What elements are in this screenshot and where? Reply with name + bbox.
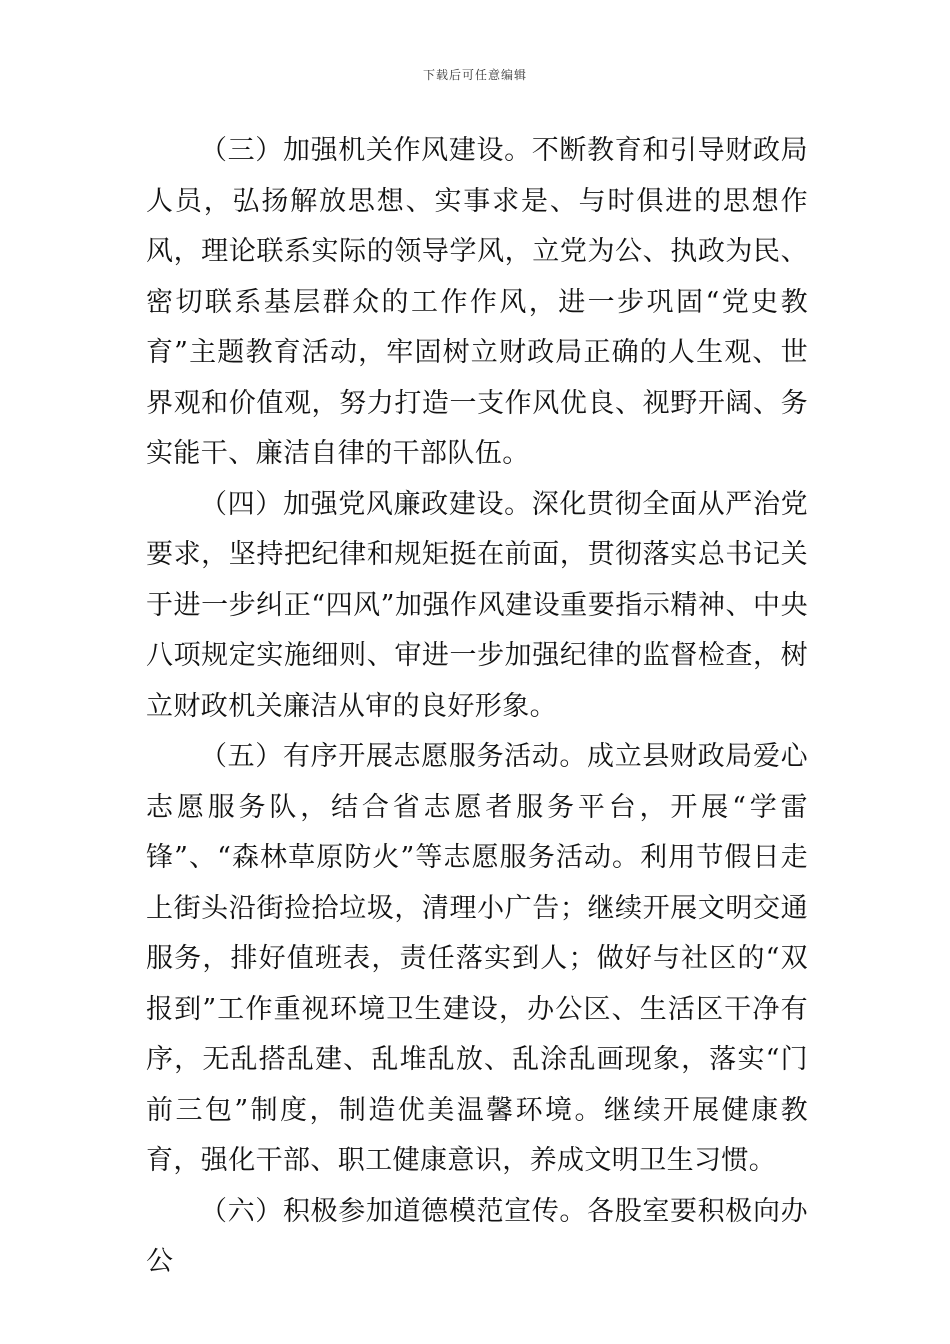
- paragraph-section-6: （六）积极参加道德模范宣传。各股室要积极向办公: [146, 1195, 808, 1277]
- paragraph-section-4: （四）加强党风廉政建设。深化贯彻全面从严治党要求，坚持把纪律和规矩挺在前面，贯彻落实总书记关于进一步纠正“四风”加强作风建设重要指示精神、中央八项规定实施细则、审进一步加强纪律的监督检查，树立财政机关廉洁从审的良好形象。: [146, 488, 808, 722]
- paragraph-section-3: （三）加强机关作风建设。不断教育和引导财政局人员，弘扬解放思想、实事求是、与时俱进的思想作风，理论联系实际的领导学风，立党为公、执政为民、密切联系基层群众的工作作风，进一步巩固“党史教育”主题教育活动，牢固树立财政局正确的人生观、世界观和价值观，努力打造一支作风优良、视野开阔、务实能干、廉洁自律的干部队伍。: [146, 135, 808, 469]
- paragraph-section-5: （五）有序开展志愿服务活动。成立县财政局爱心志愿服务队，结合省志愿者服务平台，开展“学雷锋”、“森林草原防火”等志愿服务活动。利用节假日走上街头沿街捡拾垃圾，清理小广告；继续开展文明交通服务，排好值班表，责任落实到人；做好与社区的“双报到”工作重视环境卫生建设，办公区、生活区干净有序，无乱搭乱建、乱堆乱放、乱涂乱画现象，落实“门前三包”制度，制造优美温馨环境。继续开展健康教育，强化干部、职工健康意识，养成文明卫生习惯。: [146, 741, 808, 1176]
- page-header: 下载后可任意编辑: [422, 68, 527, 82]
- document-body: [146, 126, 808, 1288]
